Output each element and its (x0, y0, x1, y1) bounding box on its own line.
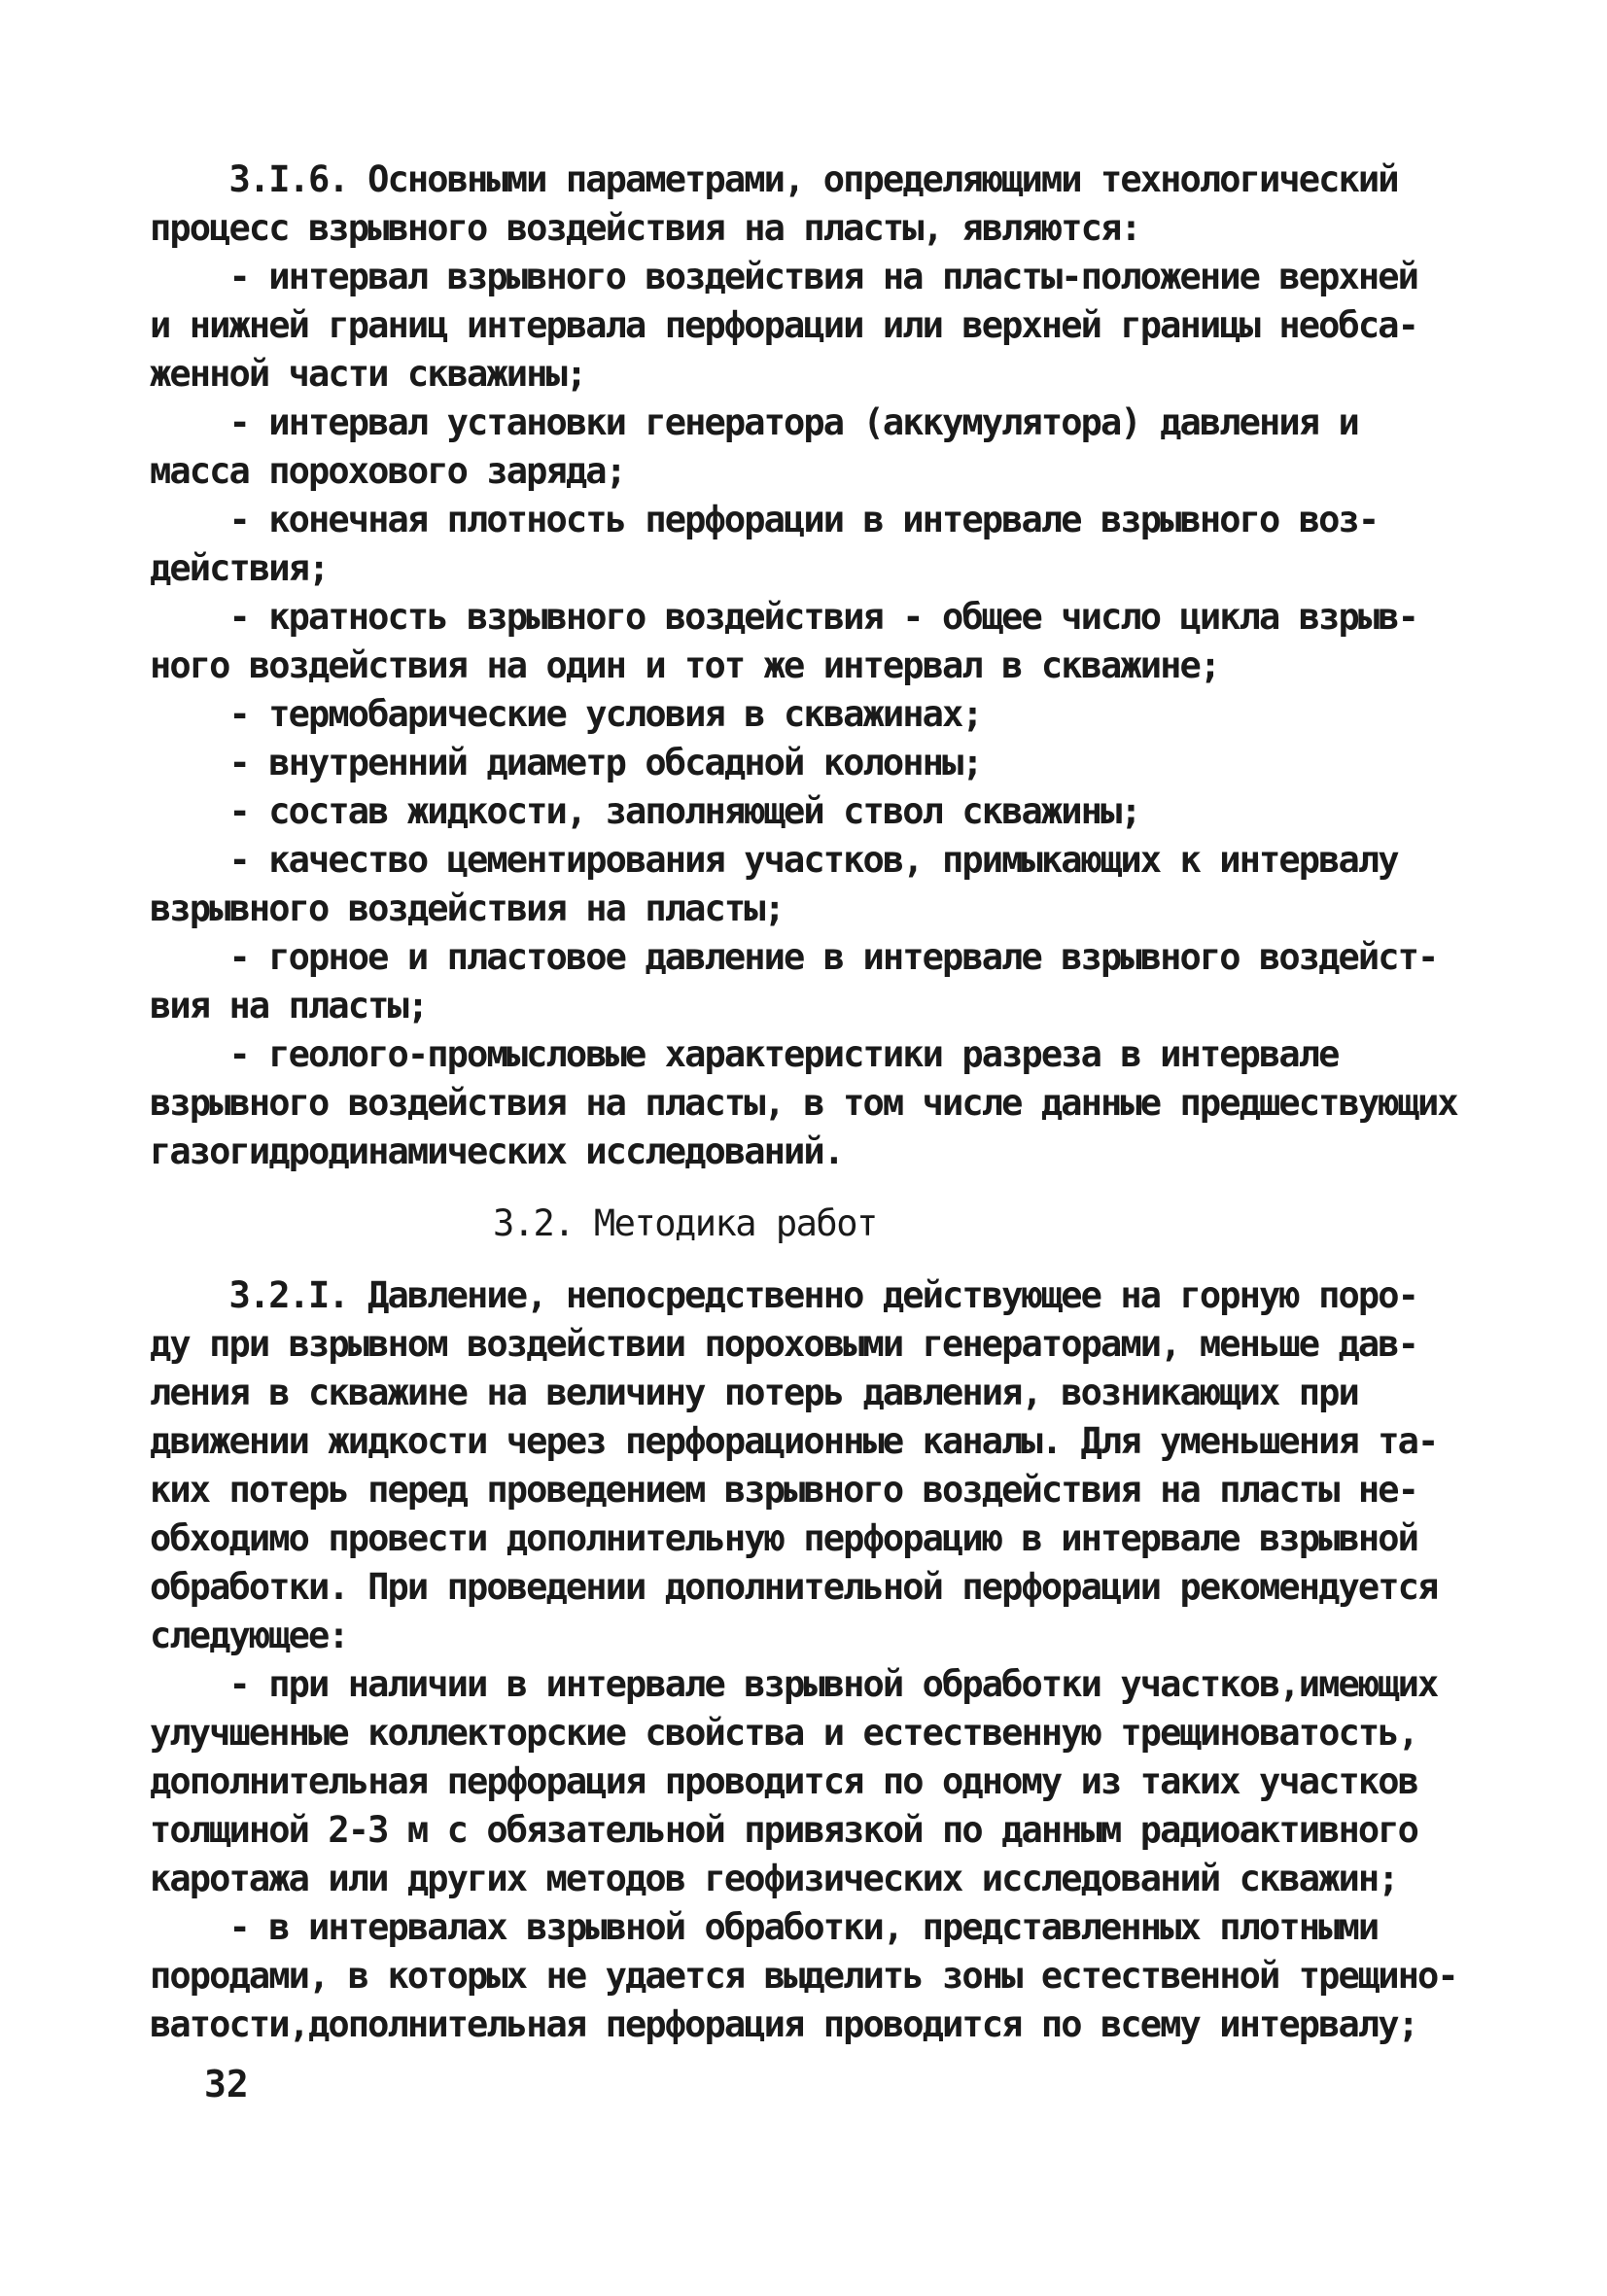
text-line: ду при взрывном воздействии пороховыми генераторами, меньше дав- (150, 1323, 1418, 1365)
text-line: вия на пласты; (150, 985, 428, 1026)
section-3-1-6 (150, 156, 1457, 1176)
text-line: - интервал установки генератора (аккумулятора) давления и (150, 401, 1358, 443)
text-line: породами, в которых не удается выделить зоны естественной трещино- (150, 1955, 1457, 1997)
text-line: ких потерь перед проведением взрывного воздействия на пласты не- (150, 1469, 1418, 1511)
text-line: и нижней границ интервала перфорации или верхней границы необса- (150, 304, 1418, 346)
text-line: - внутренний диаметр обсадной колонны; (150, 742, 982, 783)
text-line: - в интервалах взрывной обработки, представленных плотными (150, 1906, 1379, 1948)
text-line: взрывного воздействия на пласты, в том числе данные предшествующих (150, 1082, 1457, 1124)
section-heading-3-2: 3.2. Методика работ (493, 1202, 877, 1244)
text-line: движении жидкости через перфорационные каналы. Для уменьшения та- (150, 1420, 1438, 1462)
text-line: - качество цементирования участков, примыкающих к интервалу (150, 839, 1398, 881)
text-line: - горное и пластовое давление в интервале взрывного воздейст- (150, 936, 1438, 978)
text-line: - конечная плотность перфорации в интервале взрывного воз- (150, 499, 1379, 540)
text-line: женной части скважины; (150, 353, 586, 395)
page-number: 32 (204, 2063, 249, 2105)
text-line: газогидродинамических исследований. (150, 1131, 844, 1172)
text-line: дополнительная перфорация проводится по одному из таких участков (150, 1760, 1418, 1802)
text-line: ного воздействия на один и тот же интервал в скважине; (150, 644, 1220, 686)
text-line: обходимо провести дополнительную перфорацию в интервале взрывной (150, 1517, 1418, 1559)
text-line: толщиной 2-3 м с обязательной привязкой по данным радиоактивного (150, 1809, 1418, 1851)
text-line: 3.I.6. Основными параметрами, определяющими технологический (150, 158, 1398, 200)
text-line: ватости,дополнительная перфорация проводится по всему интервалу; (150, 2003, 1418, 2045)
text-line: взрывного воздействия на пласты; (150, 887, 785, 929)
text-line: - кратность взрывного воздействия - общее число цикла взрыв- (150, 596, 1418, 638)
section-3-2-1 (150, 1271, 1457, 2049)
text-line: улучшенные коллекторские свойства и естественную трещиноватость, (150, 1712, 1418, 1754)
page-text (150, 156, 1457, 2049)
text-line: - геолого-промысловые характеристики разреза в интервале (150, 1033, 1339, 1075)
text-line: масса порохового заряда; (150, 450, 626, 492)
text-line: следующее: (150, 1615, 348, 1656)
text-line: - термобарические условия в скважинах; (150, 693, 982, 735)
text-line: обработки. При проведении дополнительной перфорации рекомендуется (150, 1566, 1438, 1608)
text-line: процесс взрывного воздействия на пласты, являются: (150, 207, 1140, 249)
text-line: - интервал взрывного воздействия на пласты-положение верхней (150, 256, 1418, 297)
text-line: каротажа или других методов геофизических исследований скважин; (150, 1858, 1398, 1899)
text-line: - при наличии в интервале взрывной обработки участков,имеющих (150, 1663, 1438, 1705)
text-line: действия; (150, 547, 329, 589)
text-line: 3.2.I. Давление, непосредственно действующее на горную поро- (150, 1274, 1418, 1316)
text-line: - состав жидкости, заполняющей ствол скважины; (150, 790, 1140, 832)
text-line: ления в скважине на величину потерь давления, возникающих при (150, 1372, 1358, 1413)
